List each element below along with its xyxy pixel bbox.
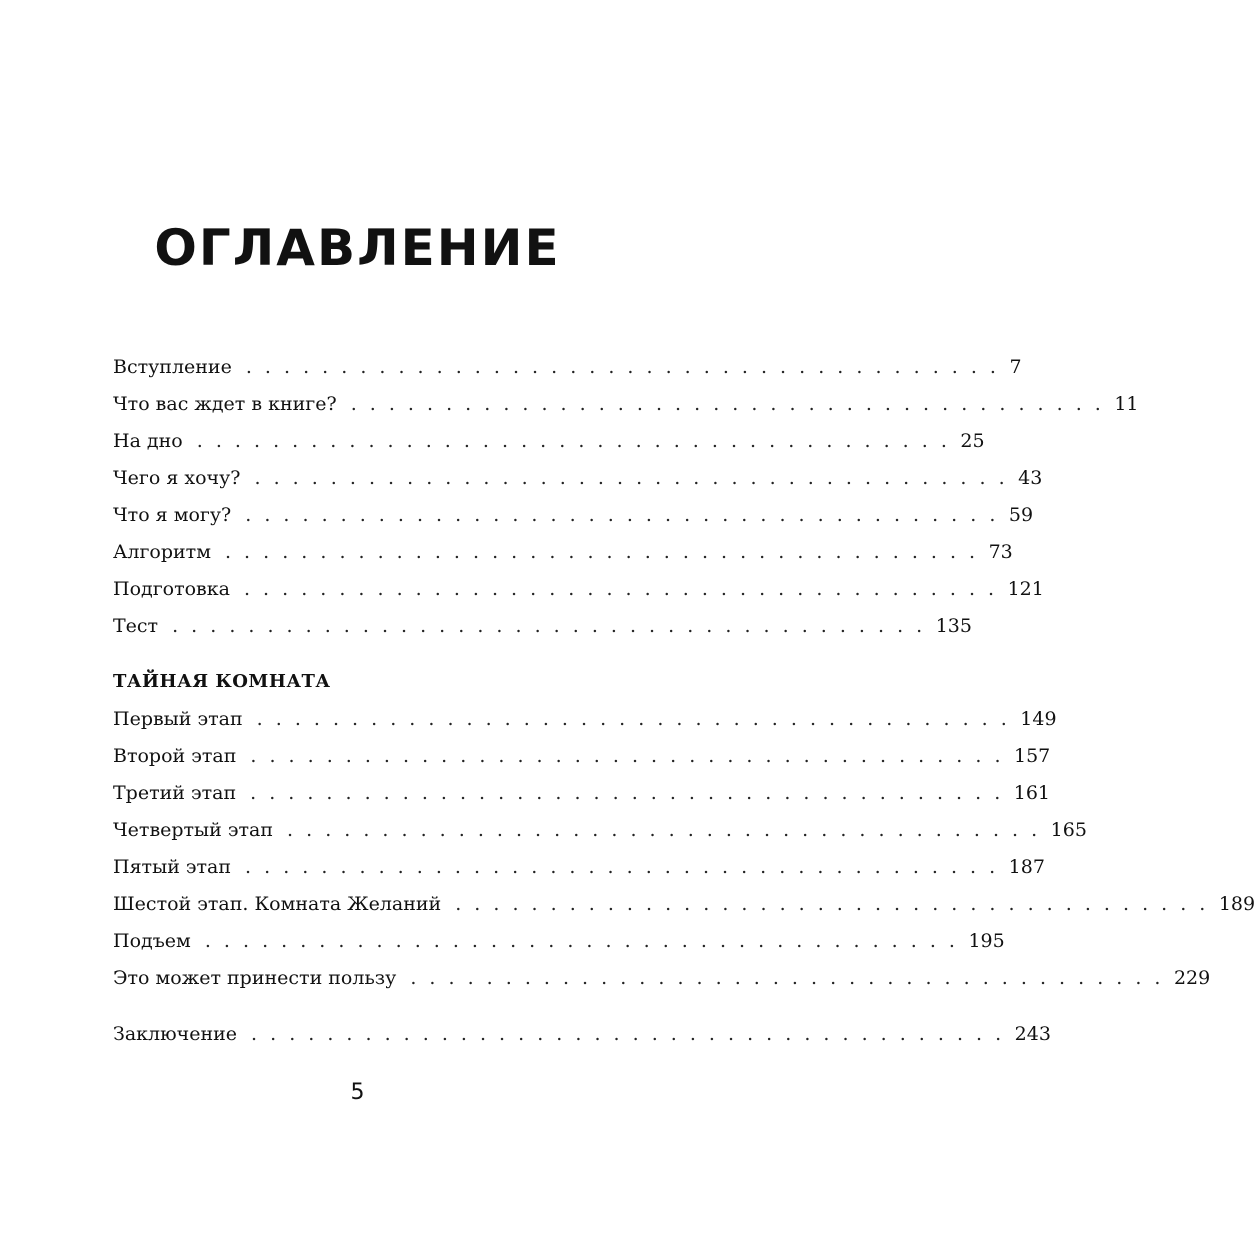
toc-entry (113, 1020, 1051, 1048)
dot-leader: . . . . . . . . . . . . . . . . . . . . . . . . . . . . . . . . . . . . . . . . (245, 856, 999, 878)
toc-entry-label: Чего я хочу? (113, 467, 241, 489)
toc-entry-label: Что вас ждет в книге? (113, 393, 337, 415)
toc-entry-page: 157 (1014, 745, 1051, 767)
toc-entry-page: 7 (1009, 356, 1022, 378)
dot-leader: . . . . . . . . . . . . . . . . . . . . . . . . . . . . . . . . . . . . . . . . (455, 893, 1209, 915)
toc-entry-page: 149 (1020, 708, 1057, 730)
toc-entry (113, 853, 1045, 881)
toc-entry-label: Заключение (113, 1023, 238, 1045)
toc-entry-page: 121 (1007, 578, 1044, 600)
toc-entry-page: 59 (1008, 504, 1034, 526)
toc-entry (113, 390, 1139, 418)
toc-entry-page: 187 (1008, 856, 1045, 878)
dot-leader: . . . . . . . . . . . . . . . . . . . . . . . . . . . . . . . . . . . . . . . . (250, 782, 1004, 804)
toc-entry (113, 353, 1022, 381)
toc-entry-label: Подъем (113, 930, 191, 952)
toc-entry-page: 161 (1013, 782, 1050, 804)
dot-leader: . . . . . . . . . . . . . . . . . . . . . . . . . . . . . . . . . . . . . . . . (287, 819, 1041, 841)
toc-entry (113, 816, 1087, 844)
dot-leader: . . . . . . . . . . . . . . . . . . . . . . . . . . . . . . . . . . . . . . . . (250, 745, 1004, 767)
toc-entry (113, 538, 1013, 566)
toc-entry-page: 25 (960, 430, 985, 452)
toc-entry-label: Алгоритм (113, 541, 211, 563)
toc-entry (113, 890, 1255, 918)
toc-entry-label: Что я могу? (113, 504, 232, 526)
toc-entry-page: 11 (1114, 393, 1139, 415)
toc-entry (113, 964, 1211, 992)
page-title: ОГЛАВЛЕНИЕ (154, 219, 561, 277)
toc-entry-label: Второй этап (113, 745, 237, 767)
toc-entry-label: Это может принести пользу (113, 967, 397, 989)
dot-leader: . . . . . . . . . . . . . . . . . . . . . . . . . . . . . . . . . . . . . . . . (243, 578, 998, 600)
toc-entry (113, 742, 1051, 770)
dot-leader: . . . . . . . . . . . . . . . . . . . . . . . . . . . . . . . . . . . . . . . . (245, 356, 1000, 378)
dot-leader: . . . . . . . . . . . . . . . . . . . . . . . . . . . . . . . . . . . . . . . . (204, 930, 959, 952)
page-number: 5 (350, 1080, 365, 1105)
section-heading: ТАЙНАЯ КОМНАТА (113, 671, 331, 692)
dot-leader: . . . . . . . . . . . . . . . . . . . . . . . . . . . . . . . . . . . . . . . . (350, 393, 1105, 415)
toc-entry-label: Подготовка (113, 578, 230, 600)
toc-entry-label: Четвертый этап (113, 819, 274, 841)
dot-leader: . . . . . . . . . . . . . . . . . . . . . . . . . . . . . . . . . . . . . . . . (172, 615, 926, 637)
dot-leader: . . . . . . . . . . . . . . . . . . . . . . . . . . . . . . . . . . . . . . . . (256, 708, 1011, 730)
toc-entry-label: Первый этап (113, 708, 243, 730)
dot-leader: . . . . . . . . . . . . . . . . . . . . . . . . . . . . . . . . . . . . . . . . (254, 467, 1009, 489)
toc-entry (113, 464, 1043, 492)
dot-leader: . . . . . . . . . . . . . . . . . . . . . . . . . . . . . . . . . . . . . . . . (251, 1023, 1005, 1045)
toc-entry (113, 575, 1044, 603)
toc-entry (113, 612, 972, 640)
toc-entry (113, 927, 1005, 955)
toc-entry-label: Шестой этап. Комната Желаний (113, 893, 442, 915)
dot-leader: . . . . . . . . . . . . . . . . . . . . . . . . . . . . . . . . . . . . . . . . (245, 504, 999, 526)
toc-entry (113, 427, 985, 455)
toc-entry-page: 73 (988, 541, 1013, 563)
toc-entry-page: 195 (968, 930, 1005, 952)
toc-entry (113, 779, 1050, 807)
toc-entry-page: 135 (935, 615, 972, 637)
toc-entry (113, 705, 1057, 733)
toc-entry-page: 243 (1014, 1023, 1051, 1045)
toc-entry-label: Тест (113, 615, 159, 637)
toc-entry-label: Третий этап (113, 782, 237, 804)
toc-entry-label: На дно (113, 430, 183, 452)
toc-entry-label: Пятый этап (113, 856, 232, 878)
toc-entry-page: 189 (1218, 893, 1255, 915)
toc-entry-page: 165 (1050, 819, 1087, 841)
toc-entry-page: 229 (1173, 967, 1211, 989)
toc-entry-label: Вступление (113, 356, 232, 378)
dot-leader: . . . . . . . . . . . . . . . . . . . . . . . . . . . . . . . . . . . . . . . . (410, 967, 1164, 989)
toc-entry (113, 501, 1034, 529)
toc-entry-page: 43 (1018, 467, 1043, 489)
dot-leader: . . . . . . . . . . . . . . . . . . . . . . . . . . . . . . . . . . . . . . . . (224, 541, 979, 563)
dot-leader: . . . . . . . . . . . . . . . . . . . . . . . . . . . . . . . . . . . . . . . . (196, 430, 951, 452)
